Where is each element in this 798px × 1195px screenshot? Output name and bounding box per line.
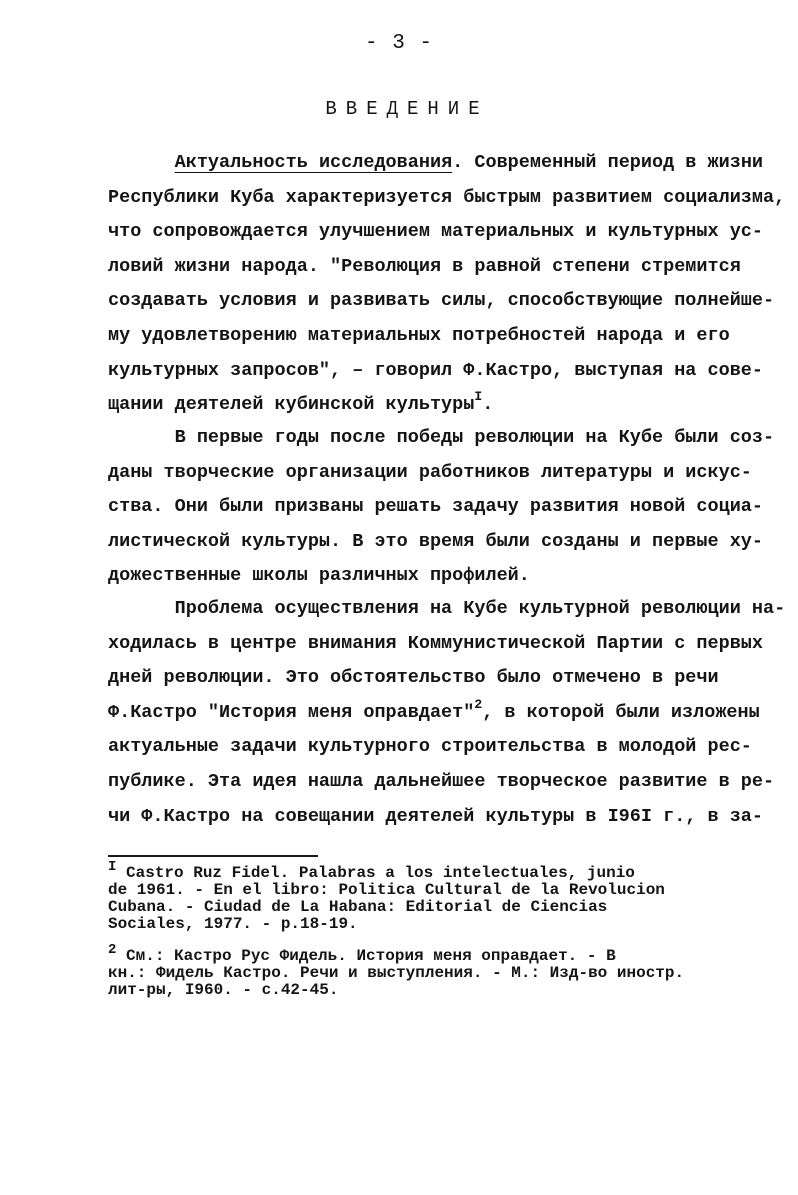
paragraph-line: листической культуры. В это время были созданы и первые ху- — [108, 530, 764, 552]
footnote-line: Sociales, 1977. - p.18-19. — [108, 915, 358, 933]
section-heading: ВВЕДЕНИЕ — [325, 98, 489, 120]
paragraph-line-text: , в которой были изложены — [482, 701, 760, 723]
paragraph-line — [108, 696, 760, 731]
page-number: - 3 - — [364, 32, 433, 55]
footnote-line: кн.: Фидель Кастро. Речи и выступления. - М.: Изд-во иностр. — [108, 964, 685, 982]
paragraph-line-text: . Современный период в жизни — [452, 152, 764, 173]
paragraph-line: Проблема осуществления на Кубе культурной революции на- — [108, 598, 786, 619]
paragraph-line: дожественные школы различных профилей. — [108, 565, 530, 587]
footnote-reference-2[interactable]: 2 — [474, 696, 483, 712]
paragraph-line: ства. Они были призваны решать задачу развития новой социа- — [108, 496, 764, 518]
paragraph-line: Республики Куба характеризуется быстрым развитием социализма, — [108, 186, 786, 208]
footnote-divider — [108, 855, 318, 857]
paragraph-line: актуальные задачи культурного строительства в молодой рес- — [108, 736, 752, 758]
paragraph-cultural-revolution — [108, 592, 786, 834]
footnote-2 — [108, 942, 758, 999]
paragraph-line: что сопровождается улучшением материальных и культурных ус- — [108, 221, 764, 243]
paragraph-line: чи Ф.Кастро на совещании деятелей культуры в I96I г., в за- — [108, 805, 764, 827]
footnote-line: de 1961. - En el libro: Politica Cultural de la Revolucion — [108, 881, 665, 899]
paragraph-line-text: Ф.Кастро "История меня оправдает" — [108, 701, 475, 723]
paragraph-line — [108, 388, 748, 423]
paragraph-line: культурных запросов", – говорил Ф.Кастро, выступая на сове- — [108, 359, 764, 381]
footnote-text: Castro Ruz Fidel. Palabras a los intelectuales, junio — [116, 864, 635, 882]
paragraph-line: ловий жизни народа. "Революция в равной степени стремится — [108, 255, 741, 277]
paragraph-line-end: . — [482, 394, 494, 416]
footnote-line: лит-ры, I960. - с.42-45. — [108, 981, 339, 999]
footnote-line — [108, 942, 758, 965]
paragraph-line: му удовлетворению материальных потребностей народа и его — [108, 324, 730, 346]
footnote-reference-1[interactable]: I — [474, 389, 483, 405]
footnote-text: См.: Кастро Рус Фидель. История меня оправдает. - В — [116, 947, 616, 965]
footnote-line: Cubana. - Ciudad de La Habana: Editorial de Ciencias — [108, 898, 608, 916]
paragraph-line: даны творческие организации работников литературы и искус- — [108, 461, 752, 483]
footnote-mark: 2 — [108, 942, 117, 958]
paragraph-line: публике. Эта идея нашла дальнейшее творческое развитие в ре- — [108, 770, 775, 792]
paragraph-line: создавать условия и развивать силы, способствующие полнейше- — [108, 290, 775, 312]
footnote-1 — [108, 859, 758, 933]
paragraph-line: В первые годы после победы революции на Кубе были соз- — [108, 427, 775, 448]
paragraph-relevance — [108, 146, 786, 423]
paragraph-line-text: щании деятелей кубинской культуры — [108, 394, 475, 416]
relevance-label: Актуальность исследования — [174, 152, 453, 173]
footnote-mark: I — [108, 859, 117, 875]
paragraph-organizations — [108, 421, 775, 594]
paragraph-line: дней революции. Это обстоятельство было отмечено в речи — [108, 667, 719, 689]
paragraph-line — [108, 146, 764, 181]
paragraph-line: ходилась в центре внимания Коммунистической Партии с первых — [108, 632, 764, 654]
footnote-line — [108, 859, 758, 882]
